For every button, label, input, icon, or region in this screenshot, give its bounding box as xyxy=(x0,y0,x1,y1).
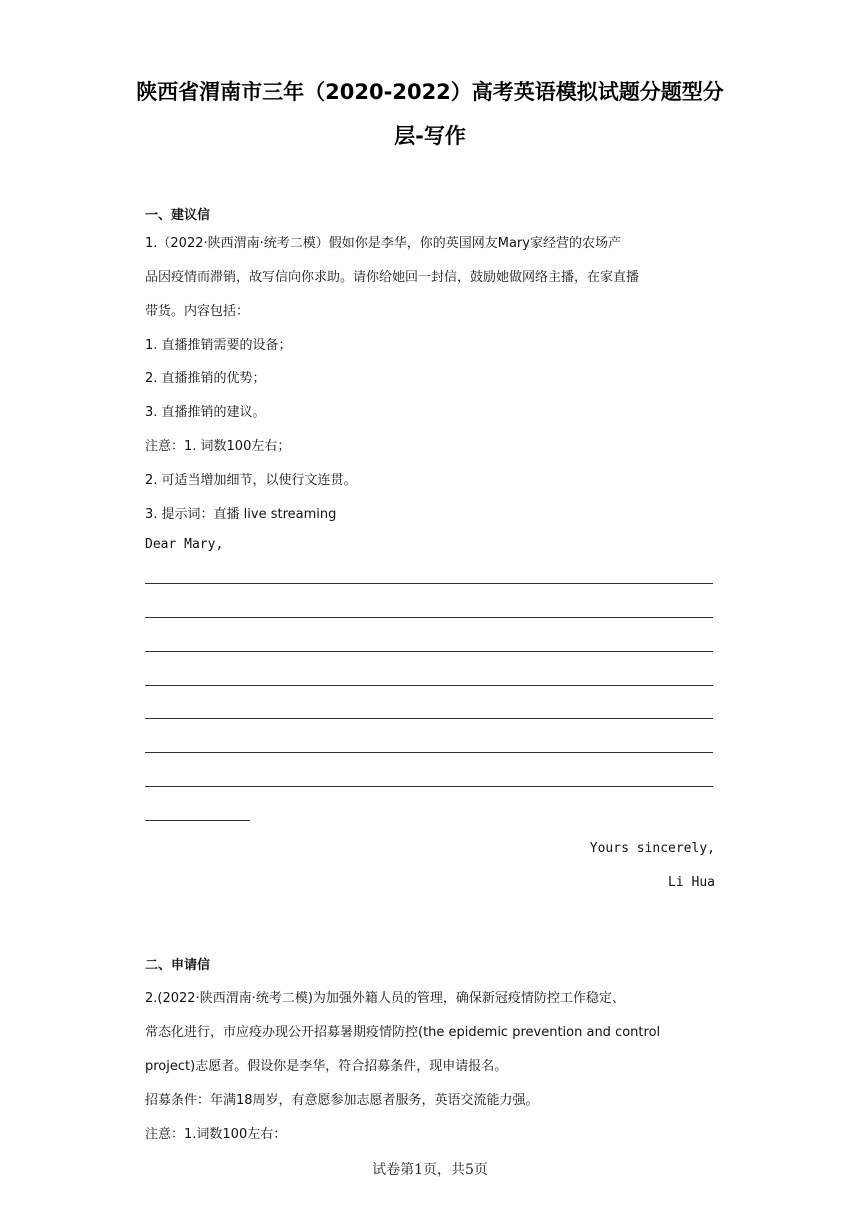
answer-line xyxy=(145,685,713,686)
question-1-text-line: 品因疫情而滞销，故写信向你求助。请你给她回一封信，鼓励她做网络主播，在家直播 xyxy=(145,270,640,285)
note-line: 注意：1. 词数100左右； xyxy=(145,439,291,454)
question-1-text-line: 带货。内容包括： xyxy=(145,304,250,319)
answer-line xyxy=(145,617,713,618)
letter-closing: Yours sincerely, xyxy=(589,841,715,856)
section-heading-application-letter: 二、申请信 xyxy=(145,958,211,973)
section-heading-suggestion-letter: 一、建议信 xyxy=(145,208,211,223)
answer-line xyxy=(145,583,713,584)
content-item: 2. 直播推销的优势； xyxy=(145,371,266,386)
page-footer: 试卷第1页，共5页 xyxy=(372,1162,488,1178)
question-2-text-line: 2.(2022·陕西渭南·统考二模)为加强外籍人员的管理，确保新冠疫情防控工作稳定、 xyxy=(145,991,625,1006)
recruitment-conditions: 招募条件：年满18周岁，有意愿参加志愿者服务，英语交流能力强。 xyxy=(145,1093,539,1108)
letter-signature: Li Hua xyxy=(668,875,715,890)
note-line: 2. 可适当增加细节，以使行文连贯。 xyxy=(145,473,357,488)
answer-line xyxy=(145,718,713,719)
note-line: 注意：1.词数100左右： xyxy=(145,1127,287,1142)
question-2-text-line: project)志愿者。假设你是李华，符合招募条件，现申请报名。 xyxy=(145,1059,508,1074)
answer-line-short xyxy=(145,820,250,821)
note-line: 3. 提示词：直播 live streaming xyxy=(145,507,337,522)
answer-line xyxy=(145,651,713,652)
page-title-line-2: 层-写作 xyxy=(394,124,466,148)
letter-salutation: Dear Mary, xyxy=(145,537,224,552)
question-2-text-line: 常态化进行，市应疫办现公开招募暑期疫情防控(the epidemic prevention and control xyxy=(145,1025,661,1040)
content-item: 3. 直播推销的建议。 xyxy=(145,405,266,420)
question-1-text-line: 1.（2022·陕西渭南·统考二模）假如你是李华，你的英国网友Mary家经营的农场产 xyxy=(145,236,621,251)
answer-line xyxy=(145,752,713,753)
page-title-line-1: 陕西省渭南市三年（2020-2022）高考英语模拟试题分题型分 xyxy=(136,80,724,104)
answer-line xyxy=(145,786,713,787)
content-item: 1. 直播推销需要的设备； xyxy=(145,338,292,353)
